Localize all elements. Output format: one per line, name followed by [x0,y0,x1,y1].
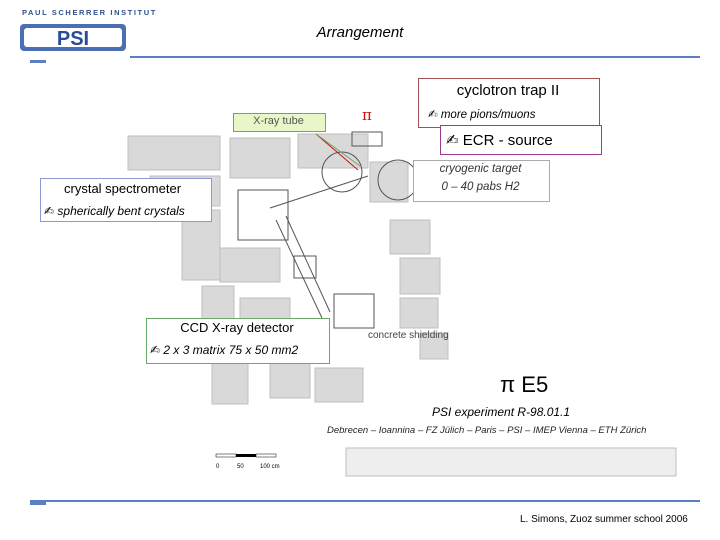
ccd-sub-text: 2 x 3 matrix 75 x 50 mm2 [163,343,299,357]
cyclotron-title: cyclotron trap II [456,82,560,99]
header-accent [30,60,46,63]
ccd-detector-title: CCD X-ray detector [180,320,294,335]
pi-symbol: π [362,106,372,124]
footer-rule [30,500,700,502]
cryo-target-title: cryogenic target [439,163,522,175]
experiment-name: PSI experiment R-98.01.1 [432,405,571,419]
scale-tick-50: 50 [237,464,244,470]
logo-letters: PSI [56,28,90,50]
crystal-spectrometer-title: crystal spectrometer [64,181,182,196]
pen-bullet-icon: ✍ [446,131,459,149]
beamline-label: π E5 [500,372,549,397]
ecr-text: ECR - source [462,132,553,149]
footer-accent [30,502,46,505]
pen-bullet-icon: ✍ [428,107,438,121]
cyclotron-sub-text: more pions/muons [440,109,536,121]
scale-bar [216,454,280,470]
collaboration-list: Debrecen – Ioannina – FZ Jülich – Paris – PSI – IMEP Vienna – ETH Zürich [327,425,647,436]
cryo-target-pressure: 0 – 40 pabs H2 [441,181,520,193]
pen-bullet-icon: ✍ [44,204,55,218]
xray-tube-label: X-ray tube [253,115,304,127]
page-title: Arrangement [316,24,404,41]
cyclotron-subitem [428,107,535,121]
concrete-label: concrete shielding [368,330,449,341]
logo-caption: PAUL SCHERRER INSTITUT [22,8,157,17]
header-rule [130,56,700,58]
crystal-spectrometer-subitem [44,204,185,218]
scale-tick-100: 100 cm [260,464,280,470]
ecr-item [446,131,553,149]
crystal-sub-text: spherically bent crystals [57,204,185,218]
scale-tick-0: 0 [216,464,220,470]
ccd-detector-subitem [150,343,298,357]
pen-bullet-icon: ✍ [150,343,161,357]
footer-credit: L. Simons, Zuoz summer school 2006 [520,514,688,525]
